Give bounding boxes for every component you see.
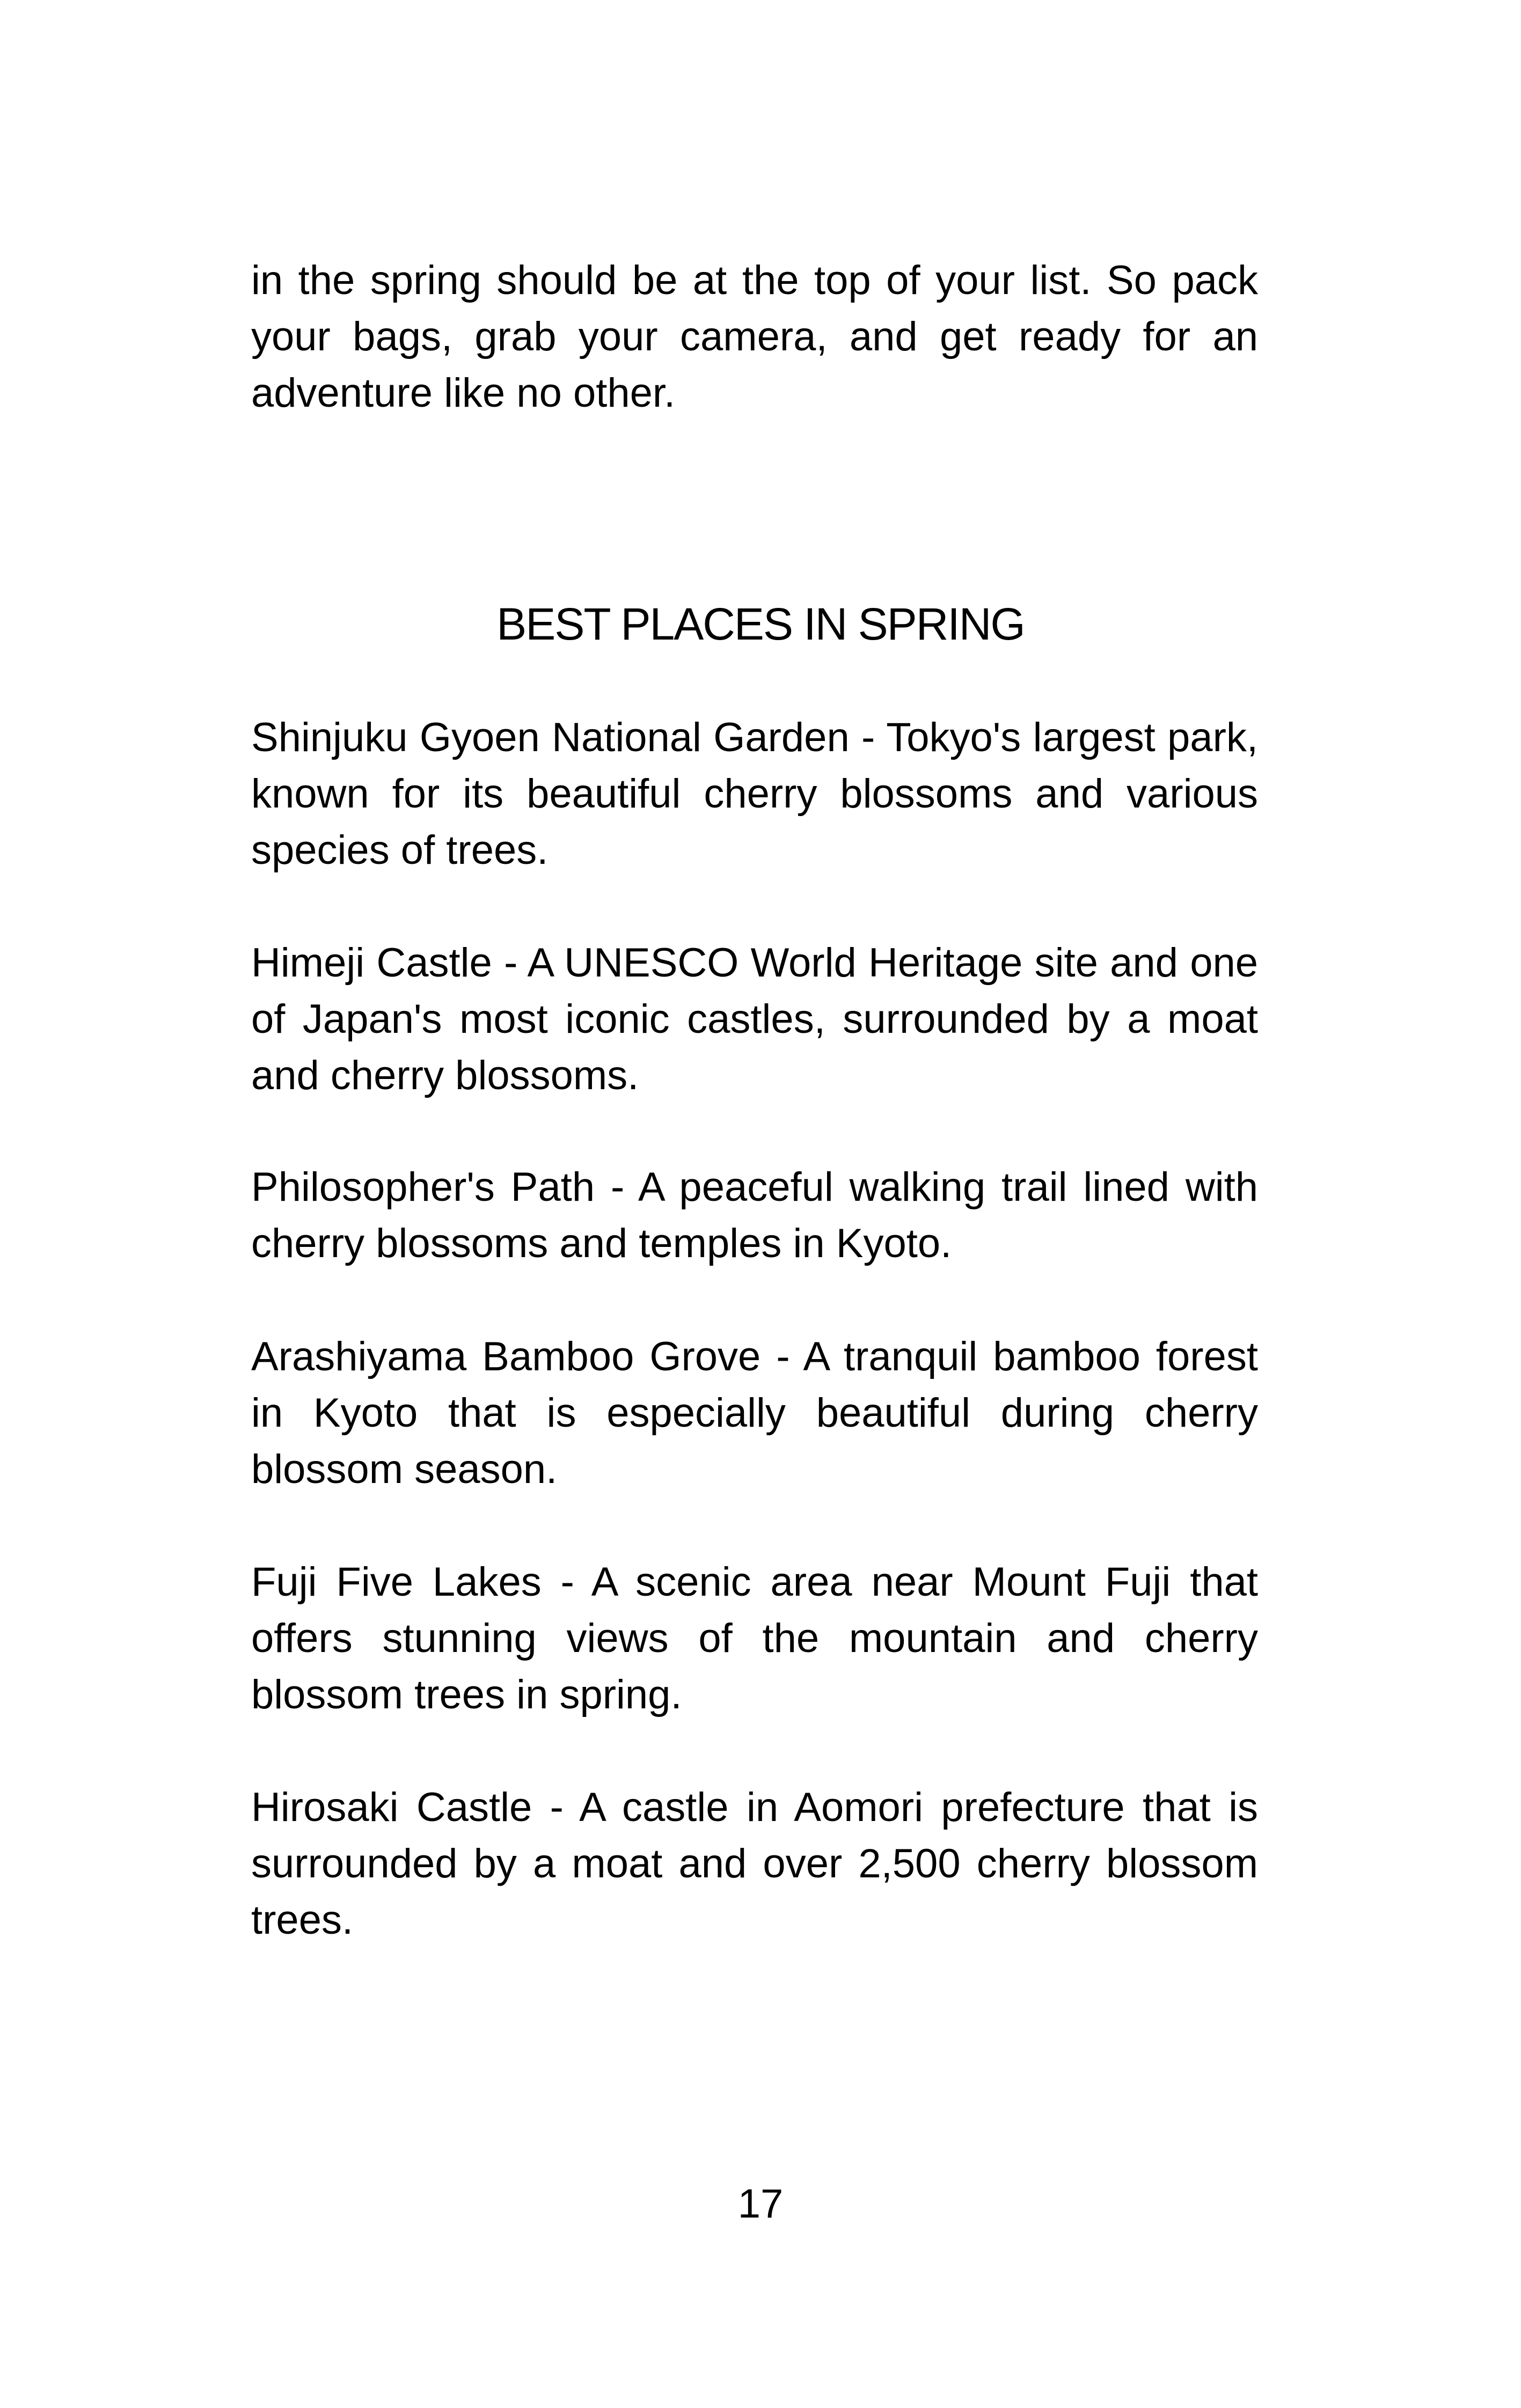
place-paragraph-arashiyama-bamboo-grove: Arashiyama Bamboo Grove - A tranquil bamboo forest in Kyoto that is especially beautiful during cherry blossom season. bbox=[251, 1334, 1258, 1492]
place-paragraph-shinjuku-gyoen: Shinjuku Gyoen National Garden - Tokyo's largest park, known for its beautiful cherry blossoms and various species of trees. bbox=[251, 715, 1258, 873]
page-number: 17 bbox=[737, 2181, 784, 2227]
place-paragraph-fuji-five-lakes: Fuji Five Lakes - A scenic area near Mount Fuji that offers stunning views of the mountain and cherry blossom trees in spring. bbox=[251, 1559, 1258, 1717]
section-heading: BEST PLACES IN SPRING bbox=[496, 599, 1025, 649]
intro-paragraph: in the spring should be at the top of your list. So pack your bags, grab your camera, and get ready for an adventure like no other. bbox=[251, 258, 1258, 416]
place-paragraph-philosophers-path: Philosopher's Path - A peaceful walking trail lined with cherry blossoms and temples in Kyoto. bbox=[251, 1164, 1258, 1266]
place-paragraph-himeji-castle: Himeji Castle - A UNESCO World Heritage site and one of Japan's most iconic castles, surrounded by a moat and cherry blossoms. bbox=[251, 940, 1258, 1098]
place-paragraph-hirosaki-castle: Hirosaki Castle - A castle in Aomori prefecture that is surrounded by a moat and over 2,500 cherry blossom trees. bbox=[251, 1785, 1258, 1943]
